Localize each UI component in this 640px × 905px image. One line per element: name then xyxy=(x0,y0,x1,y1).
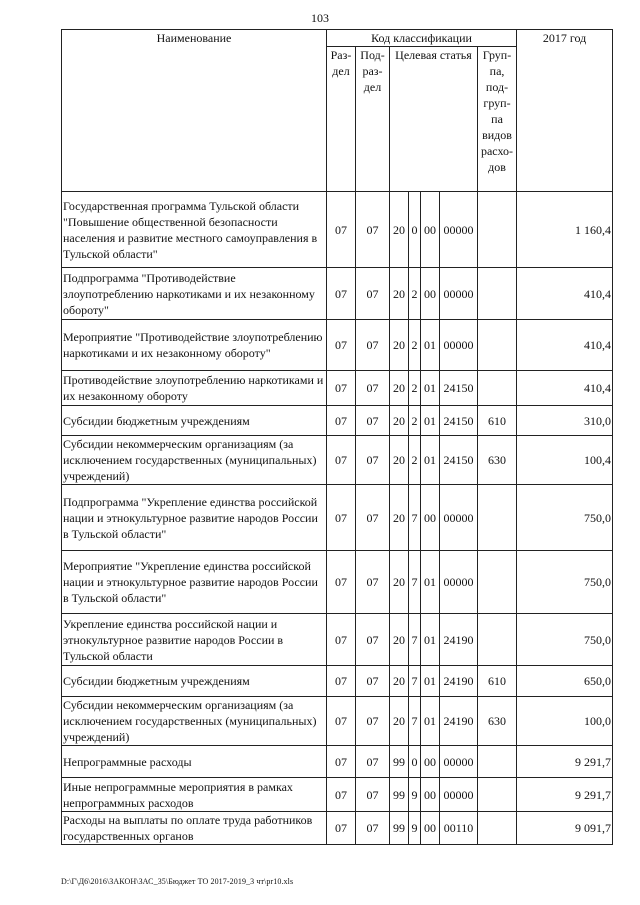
row-amount: 750,0 xyxy=(517,485,613,551)
row-ts-program: 99 xyxy=(390,746,409,778)
row-vid-raskhodov xyxy=(478,551,517,614)
row-podrazdel: 07 xyxy=(356,485,390,551)
row-ts-event: 00 xyxy=(421,778,440,812)
table-row xyxy=(62,436,613,485)
row-vid-raskhodov xyxy=(478,812,517,845)
row-vid-raskhodov xyxy=(478,371,517,406)
row-amount: 750,0 xyxy=(517,614,613,666)
row-ts-direction: 24190 xyxy=(440,697,478,746)
table-row xyxy=(62,666,613,697)
header-name: Наименование xyxy=(62,30,327,192)
table-row xyxy=(62,614,613,666)
row-name: Субсидии некоммерческим организациям (за исключением государственных (муниципальных) учреждений) xyxy=(62,697,327,746)
row-vid-raskhodov xyxy=(478,268,517,320)
row-podrazdel: 07 xyxy=(356,614,390,666)
row-ts-subprogram: 7 xyxy=(409,666,421,697)
row-podrazdel: 07 xyxy=(356,320,390,371)
row-amount: 650,0 xyxy=(517,666,613,697)
budget-table xyxy=(61,29,613,845)
row-ts-event: 01 xyxy=(421,320,440,371)
table-row xyxy=(62,812,613,845)
row-ts-program: 99 xyxy=(390,812,409,845)
row-ts-program: 20 xyxy=(390,485,409,551)
row-ts-subprogram: 9 xyxy=(409,812,421,845)
row-ts-direction: 00000 xyxy=(440,778,478,812)
row-razdel: 07 xyxy=(327,812,356,845)
row-razdel: 07 xyxy=(327,436,356,485)
row-razdel: 07 xyxy=(327,666,356,697)
row-ts-subprogram: 2 xyxy=(409,268,421,320)
row-ts-direction: 24150 xyxy=(440,436,478,485)
row-razdel: 07 xyxy=(327,320,356,371)
row-ts-subprogram: 7 xyxy=(409,697,421,746)
row-ts-direction: 00000 xyxy=(440,320,478,371)
header-code-group: Код классификации xyxy=(327,30,517,47)
row-podrazdel: 07 xyxy=(356,268,390,320)
row-podrazdel: 07 xyxy=(356,778,390,812)
row-ts-subprogram: 2 xyxy=(409,371,421,406)
row-amount: 100,4 xyxy=(517,436,613,485)
row-ts-direction: 00000 xyxy=(440,192,478,268)
table-row xyxy=(62,406,613,436)
row-ts-event: 00 xyxy=(421,268,440,320)
row-ts-direction: 00000 xyxy=(440,485,478,551)
row-razdel: 07 xyxy=(327,192,356,268)
row-ts-subprogram: 2 xyxy=(409,320,421,371)
row-ts-direction: 24150 xyxy=(440,406,478,436)
row-name: Субсидии бюджетным учреждениям xyxy=(62,666,327,697)
table-header xyxy=(62,30,613,192)
row-ts-event: 01 xyxy=(421,436,440,485)
row-vid-raskhodov xyxy=(478,192,517,268)
row-ts-event: 00 xyxy=(421,192,440,268)
row-vid-raskhodov: 630 xyxy=(478,436,517,485)
row-ts-direction: 24190 xyxy=(440,666,478,697)
row-amount: 9 291,7 xyxy=(517,778,613,812)
row-ts-subprogram: 7 xyxy=(409,485,421,551)
row-ts-event: 00 xyxy=(421,746,440,778)
row-ts-subprogram: 0 xyxy=(409,746,421,778)
header-gruppa-vidov-raskhodov: Груп- па, под- груп- па видов расхо- дов xyxy=(478,47,517,192)
row-podrazdel: 07 xyxy=(356,371,390,406)
row-ts-program: 20 xyxy=(390,666,409,697)
row-name: Расходы на выплаты по оплате труда работников государственных органов xyxy=(62,812,327,845)
row-amount: 9 091,7 xyxy=(517,812,613,845)
row-vid-raskhodov: 610 xyxy=(478,406,517,436)
row-name: Субсидии бюджетным учреждениям xyxy=(62,406,327,436)
row-razdel: 07 xyxy=(327,406,356,436)
row-name: Подпрограмма "Противодействие злоупотреблению наркотиками и их незаконному обороту" xyxy=(62,268,327,320)
row-ts-direction: 00000 xyxy=(440,746,478,778)
footer-file-path: D:\Г\Д6\2016\ЗАКОН\ЗАС_35\Бюджет ТО 2017-2019_3 чт\pr10.xls xyxy=(61,877,294,886)
row-amount: 1 160,4 xyxy=(517,192,613,268)
row-ts-program: 20 xyxy=(390,614,409,666)
header-podrazdel: Под- раз- дел xyxy=(356,47,390,192)
row-name: Противодействие злоупотреблению наркотиками и их незаконному обороту xyxy=(62,371,327,406)
header-year: 2017 год xyxy=(517,30,613,192)
row-ts-program: 20 xyxy=(390,551,409,614)
header-tselevaya-statya: Целевая статья xyxy=(390,47,478,192)
table-row xyxy=(62,320,613,371)
row-name: Непрограммные расходы xyxy=(62,746,327,778)
table-row xyxy=(62,371,613,406)
row-name: Мероприятие "Укрепление единства российской нации и этнокультурное развитие народов России в Тульской области" xyxy=(62,551,327,614)
row-ts-subprogram: 2 xyxy=(409,406,421,436)
row-ts-direction: 24190 xyxy=(440,614,478,666)
row-amount: 100,0 xyxy=(517,697,613,746)
row-podrazdel: 07 xyxy=(356,697,390,746)
row-ts-event: 01 xyxy=(421,614,440,666)
row-name: Укрепление единства российской нации и этнокультурное развитие народов России в Тульской области xyxy=(62,614,327,666)
row-ts-event: 00 xyxy=(421,485,440,551)
row-ts-event: 01 xyxy=(421,666,440,697)
row-ts-program: 20 xyxy=(390,268,409,320)
row-ts-direction: 24150 xyxy=(440,371,478,406)
table-row xyxy=(62,192,613,268)
row-amount: 750,0 xyxy=(517,551,613,614)
row-ts-subprogram: 7 xyxy=(409,614,421,666)
row-razdel: 07 xyxy=(327,697,356,746)
row-vid-raskhodov xyxy=(478,485,517,551)
header-razdel: Раз- дел xyxy=(327,47,356,192)
row-podrazdel: 07 xyxy=(356,192,390,268)
row-ts-subprogram: 0 xyxy=(409,192,421,268)
row-vid-raskhodov xyxy=(478,778,517,812)
row-podrazdel: 07 xyxy=(356,666,390,697)
row-ts-event: 01 xyxy=(421,551,440,614)
table-row xyxy=(62,746,613,778)
row-ts-event: 01 xyxy=(421,697,440,746)
row-ts-direction: 00110 xyxy=(440,812,478,845)
table-row xyxy=(62,551,613,614)
row-name: Государственная программа Тульской области "Повышение общественной безопасности населения и развитие местного самоуправления в Тульской области" xyxy=(62,192,327,268)
row-ts-subprogram: 9 xyxy=(409,778,421,812)
row-podrazdel: 07 xyxy=(356,746,390,778)
row-ts-program: 99 xyxy=(390,778,409,812)
row-ts-subprogram: 2 xyxy=(409,436,421,485)
table-row xyxy=(62,697,613,746)
row-ts-program: 20 xyxy=(390,697,409,746)
row-razdel: 07 xyxy=(327,746,356,778)
row-razdel: 07 xyxy=(327,778,356,812)
row-ts-direction: 00000 xyxy=(440,268,478,320)
row-amount: 310,0 xyxy=(517,406,613,436)
row-vid-raskhodov: 630 xyxy=(478,697,517,746)
row-ts-program: 20 xyxy=(390,406,409,436)
table-row xyxy=(62,778,613,812)
row-vid-raskhodov xyxy=(478,614,517,666)
row-ts-program: 20 xyxy=(390,436,409,485)
row-ts-event: 00 xyxy=(421,812,440,845)
row-vid-raskhodov: 610 xyxy=(478,666,517,697)
row-amount: 410,4 xyxy=(517,371,613,406)
row-podrazdel: 07 xyxy=(356,812,390,845)
table-row xyxy=(62,268,613,320)
row-razdel: 07 xyxy=(327,551,356,614)
row-ts-event: 01 xyxy=(421,371,440,406)
table-body xyxy=(62,192,613,845)
row-podrazdel: 07 xyxy=(356,551,390,614)
row-name: Мероприятие "Противодействие злоупотреблению наркотиками и их незаконному обороту" xyxy=(62,320,327,371)
row-vid-raskhodov xyxy=(478,320,517,371)
row-amount: 9 291,7 xyxy=(517,746,613,778)
table-row xyxy=(62,485,613,551)
row-ts-subprogram: 7 xyxy=(409,551,421,614)
row-name: Иные непрограммные мероприятия в рамках непрограммных расходов xyxy=(62,778,327,812)
row-ts-direction: 00000 xyxy=(440,551,478,614)
row-razdel: 07 xyxy=(327,485,356,551)
row-razdel: 07 xyxy=(327,268,356,320)
row-ts-event: 01 xyxy=(421,406,440,436)
row-podrazdel: 07 xyxy=(356,436,390,485)
row-amount: 410,4 xyxy=(517,320,613,371)
row-podrazdel: 07 xyxy=(356,406,390,436)
row-razdel: 07 xyxy=(327,371,356,406)
row-razdel: 07 xyxy=(327,614,356,666)
row-ts-program: 20 xyxy=(390,371,409,406)
row-vid-raskhodov xyxy=(478,746,517,778)
row-name: Субсидии некоммерческим организациям (за исключением государственных (муниципальных) учреждений) xyxy=(62,436,327,485)
row-ts-program: 20 xyxy=(390,320,409,371)
page-number: 103 xyxy=(311,11,329,25)
row-ts-program: 20 xyxy=(390,192,409,268)
row-amount: 410,4 xyxy=(517,268,613,320)
row-name: Подпрограмма "Укрепление единства российской нации и этнокультурное развитие народов России в Тульской области" xyxy=(62,485,327,551)
